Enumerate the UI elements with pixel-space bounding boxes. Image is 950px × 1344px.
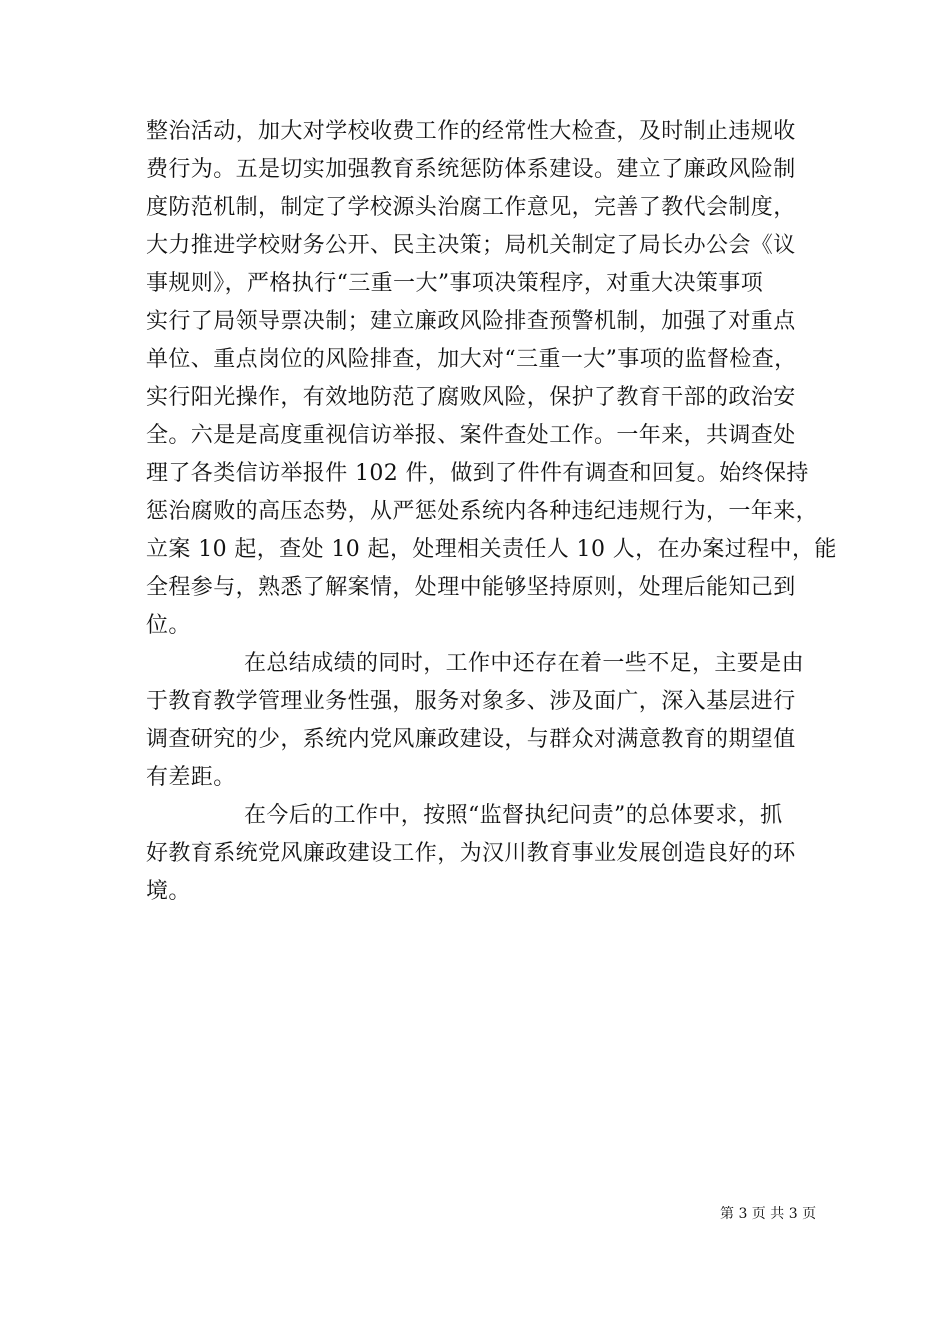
paragraph-line: 单位、重点岗位的风险排查，加大对“三重一大”事项的监督检查， — [146, 347, 797, 372]
paragraph-line: 有差距。 — [146, 765, 236, 790]
paragraph-line: 好教育系统党风廉政建设工作，为汉川教育事业发展创造良好的环 — [146, 841, 796, 866]
paragraph-line: 立案 10 起，查处 10 起，处理相关责任人 10 人，在办案过程中，能 — [146, 537, 837, 562]
paragraph-line: 理了各类信访举报件 102 件，做到了件件有调查和回复。始终保持 — [146, 461, 809, 486]
paragraph-line: 全。六是是高度重视信访举报、案件查处工作。一年来，共调查处 — [146, 423, 796, 448]
paragraph-line: 整治活动，加大对学校收费工作的经常性大检查，及时制止违规收 — [146, 119, 796, 144]
paragraph-line: 境。 — [146, 879, 191, 904]
paragraph-line: 在总结成绩的同时，工作中还存在着一些不足，主要是由 — [244, 651, 805, 676]
paragraph-line: 调查研究的少，系统内党风廉政建设，与群众对满意教育的期望值 — [146, 727, 796, 752]
paragraph-line: 度防范机制，制定了学校源头治腐工作意见，完善了教代会制度， — [146, 195, 796, 220]
paragraph-line: 实行阳光操作，有效地防范了腐败风险，保护了教育干部的政治安 — [146, 385, 796, 410]
paragraph-line: 实行了局领导票决制；建立廉政风险排查预警机制，加强了对重点 — [146, 309, 796, 334]
paragraph-line: 位。 — [146, 613, 191, 638]
page-number-footer: 第 3 页 共 3 页 — [720, 1206, 817, 1222]
paragraph-line: 大力推进学校财务公开、民主决策；局机关制定了局长办公会《议 — [146, 233, 796, 258]
paragraph-line: 费行为。五是切实加强教育系统惩防体系建设。建立了廉政风险制 — [146, 157, 796, 182]
paragraph-line: 在今后的工作中，按照“监督执纪问责”的总体要求，抓 — [244, 803, 783, 828]
paragraph-line: 于教育教学管理业务性强，服务对象多、涉及面广，深入基层进行 — [146, 689, 796, 714]
paragraph-line: 事规则》，严格执行“三重一大”事项决策程序，对重大决策事项 — [146, 271, 764, 296]
paragraph-line: 全程参与，熟悉了解案情，处理中能够坚持原则，处理后能知己到 — [146, 575, 796, 600]
paragraph-line: 惩治腐败的高压态势，从严惩处系统内各种违纪违规行为，一年来， — [146, 499, 819, 524]
